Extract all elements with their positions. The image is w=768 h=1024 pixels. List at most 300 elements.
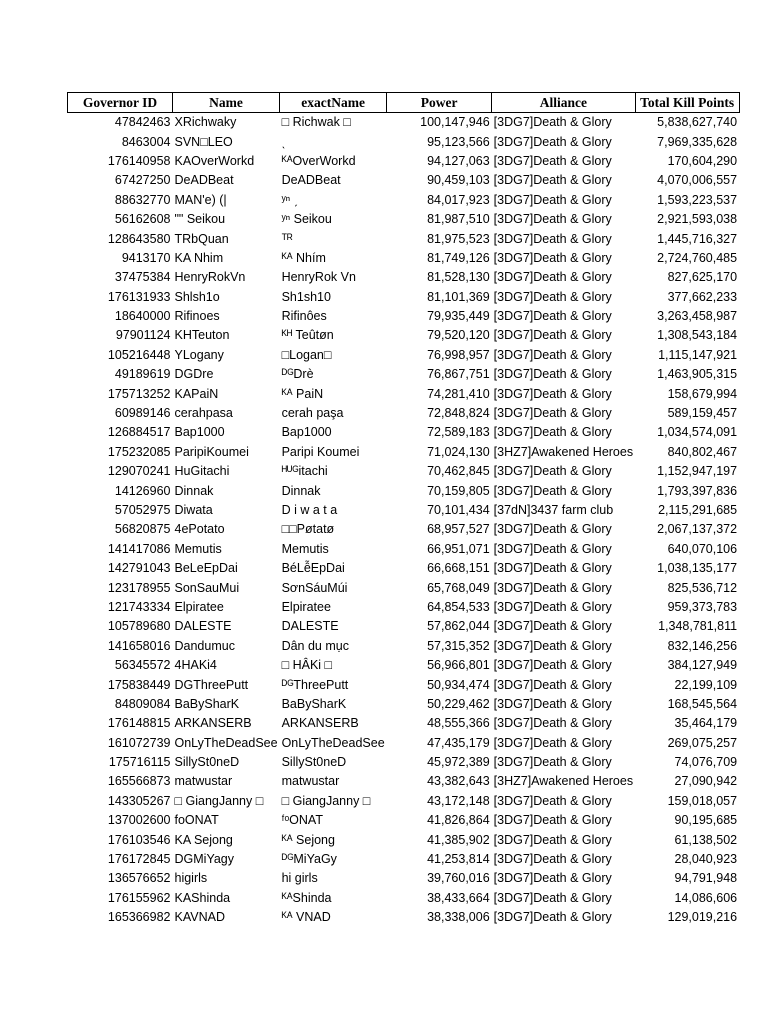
total-kill-points-cell[interactable]: 1,152,947,197 — [657, 464, 738, 479]
table-row — [68, 792, 740, 811]
governor-id-cell[interactable]: 175838449 — [107, 677, 171, 692]
power-cell[interactable]: 56,966,801 — [427, 658, 490, 673]
governor-id-cell[interactable]: 14126960 — [114, 483, 171, 498]
governor-id-cell[interactable]: 136576652 — [107, 871, 171, 886]
alliance-cell[interactable]: [3DG7]Death & Glory — [493, 580, 612, 595]
total-kill-points-cell[interactable]: 827,625,170 — [667, 270, 738, 285]
name-cell[interactable]: Bap1000 — [174, 425, 225, 440]
total-kill-points-cell[interactable]: 1,793,397,836 — [657, 483, 738, 498]
power-cell[interactable]: 66,951,071 — [427, 541, 490, 556]
alliance-cell[interactable]: [3DG7]Death & Glory — [493, 619, 612, 634]
governor-id-cell[interactable]: 129070241 — [107, 464, 171, 479]
alliance-cell[interactable]: [3DG7]Death & Glory — [493, 309, 612, 324]
name-cell[interactable]: HenryRokVn — [174, 270, 246, 285]
total-kill-points-cell[interactable]: 840,802,467 — [667, 444, 738, 459]
alliance-cell[interactable]: [3DG7]Death & Glory — [493, 173, 612, 188]
name-cell[interactable]: DGMiYagy — [174, 852, 235, 867]
total-kill-points-cell[interactable]: 1,593,223,537 — [657, 192, 738, 207]
name-cell[interactable]: KAVNAD — [174, 910, 225, 925]
exact-name-cell[interactable]: HenryRok Vn — [281, 270, 356, 285]
governor-id-cell[interactable]: 49189619 — [114, 367, 171, 382]
exact-name-cell[interactable]: D i w a t a — [281, 503, 338, 517]
governor-id-cell[interactable]: 57052975 — [114, 503, 171, 517]
table-row — [68, 540, 740, 559]
alliance-cell[interactable]: [3DG7]Death & Glory — [493, 134, 612, 149]
name-cell[interactable]: BaBySharK — [174, 696, 240, 711]
name-cell[interactable]: SVN□LEO — [174, 134, 233, 149]
governor-id-cell[interactable]: 37475384 — [114, 270, 171, 285]
governor-sheet — [67, 92, 740, 927]
alliance-cell[interactable]: [3DG7]Death & Glory — [493, 852, 612, 867]
name-cell[interactable]: Shlsh1o — [174, 289, 220, 304]
name-cell[interactable]: KAShinda — [174, 890, 231, 905]
alliance-cell[interactable]: [3DG7]Death & Glory — [493, 289, 612, 304]
governor-id-cell[interactable]: 165566873 — [107, 774, 171, 789]
name-cell[interactable]: Rifinoes — [174, 309, 220, 324]
exact-name-cell[interactable]: Rifinôes — [281, 309, 327, 324]
table-row — [68, 501, 740, 520]
table-row — [68, 365, 740, 384]
name-cell[interactable]: 4ePotato — [174, 522, 225, 537]
power-cell[interactable]: 50,229,462 — [427, 696, 490, 711]
name-cell[interactable]: Elpiratee — [174, 599, 224, 614]
name-cell[interactable]: Dinnak — [174, 483, 214, 498]
alliance-cell[interactable]: [3DG7]Death & Glory — [493, 793, 612, 808]
total-kill-points-cell[interactable]: 74,076,709 — [674, 755, 738, 770]
governor-id-cell[interactable]: 176172845 — [107, 852, 171, 867]
power-cell[interactable]: 70,101,434 — [427, 503, 490, 517]
exact-name-cell[interactable]: Dinnak — [281, 483, 321, 498]
total-kill-points-cell[interactable]: 168,545,564 — [667, 696, 738, 711]
name-cell[interactable]: KA Sejong — [174, 832, 233, 847]
total-kill-points-cell[interactable]: 158,679,994 — [667, 386, 738, 401]
name-cell[interactable]: YLogany — [174, 347, 224, 362]
col-header-alliance[interactable]: Alliance — [492, 93, 635, 113]
total-kill-points-cell[interactable]: 129,019,216 — [667, 910, 738, 925]
power-cell[interactable]: 81,975,523 — [427, 231, 490, 246]
name-cell[interactable]: ParipiKoumei — [174, 444, 249, 459]
name-cell[interactable]: DeADBeat — [174, 173, 234, 188]
power-cell[interactable]: 47,435,179 — [427, 735, 490, 750]
alliance-cell[interactable]: [3DG7]Death & Glory — [493, 270, 612, 285]
table-row — [68, 695, 740, 714]
total-kill-points-cell[interactable]: 2,115,291,685 — [658, 503, 738, 517]
name-cell[interactable]: Memutis — [174, 541, 222, 556]
alliance-cell[interactable]: [3DG7]Death & Glory — [493, 677, 612, 692]
governor-id-cell[interactable]: 141658016 — [107, 638, 171, 653]
exact-name-cell[interactable]: OnLyTheDeadSee — [281, 735, 385, 750]
exact-name-cell[interactable]: ᴴᵁᴳitachi — [281, 464, 328, 479]
table-row — [68, 210, 740, 229]
total-kill-points-cell[interactable]: 959,373,783 — [667, 599, 738, 614]
exact-name-cell[interactable]: Memutis — [281, 541, 329, 556]
total-kill-points-cell[interactable]: 269,075,257 — [667, 735, 738, 750]
governor-id-cell[interactable]: 60989146 — [114, 406, 171, 421]
governor-id-cell[interactable]: 84809084 — [114, 696, 171, 711]
table-row — [68, 268, 740, 287]
governor-id-cell[interactable]: 142791043 — [107, 561, 171, 576]
name-cell[interactable]: KAOverWorkd — [174, 153, 255, 168]
power-cell[interactable]: 76,867,751 — [427, 367, 490, 382]
exact-name-cell[interactable]: ᴷᴬShinda — [281, 890, 332, 905]
power-cell[interactable]: 74,281,410 — [427, 386, 490, 401]
governor-id-cell[interactable]: 175232085 — [107, 444, 171, 459]
total-kill-points-cell[interactable]: 1,308,543,184 — [657, 328, 738, 343]
governor-id-cell[interactable]: 18640000 — [114, 309, 171, 324]
table-row — [68, 481, 740, 500]
power-cell[interactable]: 43,172,148 — [427, 793, 490, 808]
exact-name-cell[interactable]: SillySt0neD — [281, 755, 347, 770]
power-cell[interactable]: 66,668,151 — [427, 561, 490, 576]
total-kill-points-cell[interactable]: 377,662,233 — [667, 289, 738, 304]
table-row — [68, 288, 740, 307]
alliance-cell[interactable]: [3DG7]Death & Glory — [493, 212, 612, 227]
governor-id-cell[interactable]: 141417086 — [107, 541, 171, 556]
total-kill-points-cell[interactable]: 3,263,458,987 — [657, 309, 738, 324]
alliance-cell[interactable]: [3DG7]Death & Glory — [493, 406, 612, 421]
exact-name-cell[interactable]: □ GiangJanny □ — [281, 793, 371, 808]
alliance-cell[interactable]: [3DG7]Death & Glory — [493, 735, 612, 750]
total-kill-points-cell[interactable]: 384,127,949 — [667, 658, 738, 673]
governor-id-cell[interactable]: 9413170 — [121, 250, 171, 265]
power-cell[interactable]: 81,101,369 — [427, 289, 490, 304]
exact-name-cell[interactable]: ʸⁿ Seikou — [281, 212, 332, 227]
exact-name-cell[interactable]: ᴷᴬ PaiN — [281, 386, 324, 401]
table-row — [68, 578, 740, 597]
total-kill-points-cell[interactable]: 35,464,179 — [674, 716, 738, 731]
alliance-cell[interactable]: [3DG7]Death & Glory — [493, 890, 612, 905]
alliance-cell[interactable]: [3DG7]Death & Glory — [493, 541, 612, 556]
table-row — [68, 811, 740, 830]
total-kill-points-cell[interactable]: 27,090,942 — [674, 774, 738, 789]
name-cell[interactable]: KA Nhim — [174, 250, 224, 265]
governor-id-cell[interactable]: 161072739 — [107, 735, 171, 750]
table-row — [68, 675, 740, 694]
exact-name-cell[interactable]: Paripi Koumei — [281, 444, 360, 459]
power-cell[interactable]: 38,338,006 — [427, 910, 490, 925]
power-cell[interactable]: 45,972,389 — [427, 755, 490, 770]
exact-name-cell[interactable]: ʸⁿ ˏ — [281, 192, 298, 207]
alliance-cell[interactable]: [37dN]3437 farm club — [493, 503, 614, 517]
power-cell[interactable]: 95,123,566 — [427, 134, 490, 149]
table-row — [68, 423, 740, 442]
exact-name-cell[interactable]: ᴰᴳDrè — [281, 367, 314, 382]
alliance-cell[interactable]: [3HZ7]Awakened Heroes — [493, 444, 634, 459]
alliance-cell[interactable]: [3DG7]Death & Glory — [493, 250, 612, 265]
exact-name-cell[interactable]: □□Pøtatø — [281, 522, 335, 537]
exact-name-cell[interactable]: ᴰᴳThreePutt — [281, 677, 349, 692]
alliance-cell[interactable]: [3DG7]Death & Glory — [493, 561, 612, 576]
governor-id-cell[interactable]: 97901124 — [115, 328, 171, 343]
governor-id-cell[interactable]: 175713252 — [107, 386, 171, 401]
table-row — [68, 598, 740, 617]
total-kill-points-cell[interactable]: 2,921,593,038 — [657, 212, 738, 227]
name-cell[interactable]: Diwata — [174, 503, 213, 517]
governor-id-cell[interactable]: 56162608 — [114, 212, 171, 227]
table-row — [68, 113, 740, 133]
alliance-cell[interactable]: [3DG7]Death & Glory — [493, 483, 612, 498]
table-row — [68, 384, 740, 403]
alliance-cell[interactable]: [3DG7]Death & Glory — [493, 522, 612, 537]
governor-id-cell[interactable]: 123178955 — [107, 580, 171, 595]
exact-name-cell[interactable]: hi girls — [281, 871, 318, 886]
governor-id-cell[interactable]: 105216448 — [107, 347, 171, 362]
total-kill-points-cell[interactable]: 90,195,685 — [674, 813, 738, 828]
total-kill-points-cell[interactable]: 1,115,147,921 — [658, 347, 738, 362]
power-cell[interactable]: 70,159,805 — [427, 483, 490, 498]
header-row — [68, 93, 740, 113]
alliance-cell[interactable]: [3DG7]Death & Glory — [493, 910, 612, 925]
table-row — [68, 889, 740, 908]
power-cell[interactable]: 81,749,126 — [427, 250, 490, 265]
power-cell[interactable]: 76,998,957 — [427, 347, 490, 362]
power-cell[interactable]: 38,433,664 — [427, 890, 490, 905]
table-row — [68, 714, 740, 733]
name-cell[interactable]: ARKANSERB — [174, 716, 252, 731]
table-row — [68, 132, 740, 151]
table-row — [68, 520, 740, 539]
table-row — [68, 850, 740, 869]
total-kill-points-cell[interactable]: 1,445,716,327 — [657, 231, 738, 246]
name-cell[interactable]: cerahpasa — [174, 406, 233, 421]
name-cell[interactable]: Dandumuc — [174, 638, 235, 653]
power-cell[interactable]: 41,826,864 — [427, 813, 490, 828]
name-cell[interactable]: matwustar — [174, 774, 233, 789]
power-cell[interactable]: 48,555,366 — [427, 716, 490, 731]
name-cell[interactable]: □ GiangJanny □ — [174, 793, 264, 808]
table-row — [68, 617, 740, 636]
total-kill-points-cell[interactable]: 4,070,006,557 — [657, 173, 738, 188]
power-cell[interactable]: 65,768,049 — [427, 580, 490, 595]
alliance-cell[interactable]: [3DG7]Death & Glory — [493, 464, 612, 479]
total-kill-points-cell[interactable]: 825,536,712 — [667, 580, 738, 595]
total-kill-points-cell[interactable]: 7,969,335,628 — [657, 134, 738, 149]
governor-id-cell[interactable]: 176140958 — [107, 153, 171, 168]
exact-name-cell[interactable]: ᶠᵒONAT — [281, 813, 323, 828]
exact-name-cell[interactable]: ᴰᴳMiYaGy — [281, 852, 337, 867]
exact-name-cell[interactable]: ARKANSERB — [281, 716, 359, 731]
power-cell[interactable]: 94,127,063 — [427, 153, 490, 168]
table-row — [68, 191, 740, 210]
col-header-exact-name[interactable]: exactName — [280, 93, 387, 113]
name-cell[interactable]: KAPaiN — [174, 386, 219, 401]
name-cell[interactable]: HuGitachi — [174, 464, 230, 479]
alliance-cell[interactable]: [3DG7]Death & Glory — [493, 755, 612, 770]
exact-name-cell[interactable]: BéLễEpDai — [281, 561, 345, 576]
name-cell[interactable]: higirls — [174, 871, 208, 886]
total-kill-points-cell[interactable]: 22,199,109 — [674, 677, 738, 692]
alliance-cell[interactable]: [3DG7]Death & Glory — [493, 347, 612, 362]
name-cell[interactable]: SillySt0neD — [174, 755, 240, 770]
exact-name-cell[interactable]: □Logan□ — [281, 347, 332, 362]
name-cell[interactable]: "" Seikou — [174, 212, 226, 227]
alliance-cell[interactable]: [3DG7]Death & Glory — [493, 231, 612, 246]
exact-name-cell[interactable]: □ HÂKi □ — [281, 658, 333, 673]
governor-id-cell[interactable]: 56345572 — [114, 658, 171, 673]
power-cell[interactable]: 57,862,044 — [427, 619, 490, 634]
power-cell[interactable]: 64,854,533 — [427, 599, 490, 614]
table-row — [68, 404, 740, 423]
name-cell[interactable]: 4HAKi4 — [174, 658, 217, 673]
alliance-cell[interactable]: [3DG7]Death & Glory — [493, 638, 612, 653]
table-row — [68, 830, 740, 849]
table-row — [68, 637, 740, 656]
table-row — [68, 462, 740, 481]
power-cell[interactable]: 39,760,016 — [427, 871, 490, 886]
alliance-cell[interactable]: [3DG7]Death & Glory — [493, 832, 612, 847]
total-kill-points-cell[interactable]: 589,159,457 — [667, 406, 738, 421]
governor-id-cell[interactable]: 137002600 — [107, 813, 171, 828]
name-cell[interactable]: BeLeEpDai — [174, 561, 238, 576]
total-kill-points-cell[interactable]: 2,067,137,372 — [657, 522, 738, 537]
power-cell[interactable]: 70,462,845 — [427, 464, 490, 479]
total-kill-points-cell[interactable]: 61,138,502 — [674, 832, 738, 847]
total-kill-points-cell[interactable]: 28,040,923 — [674, 852, 738, 867]
governor-id-cell[interactable]: 67427250 — [114, 173, 171, 188]
governor-id-cell[interactable]: 105789680 — [107, 619, 171, 634]
power-cell[interactable]: 50,934,474 — [427, 677, 490, 692]
total-kill-points-cell[interactable]: 832,146,256 — [667, 638, 738, 653]
table-row — [68, 326, 740, 345]
total-kill-points-cell[interactable]: 14,086,606 — [674, 890, 738, 905]
alliance-cell[interactable]: [3DG7]Death & Glory — [493, 386, 612, 401]
exact-name-cell[interactable]: Dân du mục — [281, 638, 349, 653]
exact-name-cell[interactable]: □ Richwak □ — [281, 115, 351, 130]
power-cell[interactable]: 81,528,130 — [427, 270, 490, 285]
governor-id-cell[interactable]: 8463004 — [121, 134, 171, 149]
power-cell[interactable]: 41,385,902 — [427, 832, 490, 847]
exact-name-cell[interactable]: Elpiratee — [281, 599, 331, 614]
total-kill-points-cell[interactable]: 1,348,781,811 — [658, 619, 738, 634]
total-kill-points-cell[interactable]: 640,070,106 — [667, 541, 738, 556]
alliance-cell[interactable]: [3DG7]Death & Glory — [493, 192, 612, 207]
alliance-cell[interactable]: [3DG7]Death & Glory — [493, 696, 612, 711]
name-cell[interactable]: MAN'e) (| — [174, 192, 227, 207]
table-row — [68, 152, 740, 171]
power-cell[interactable]: 90,459,103 — [427, 173, 490, 188]
exact-name-cell[interactable]: ᴷᴴ Teûtøn — [281, 328, 334, 343]
power-cell[interactable]: 84,017,923 — [427, 192, 490, 207]
governor-id-cell[interactable]: 176148815 — [107, 716, 171, 731]
alliance-cell[interactable]: [3DG7]Death & Glory — [493, 658, 612, 673]
exact-name-cell[interactable]: Bap1000 — [281, 425, 332, 440]
total-kill-points-cell[interactable]: 94,791,948 — [674, 871, 738, 886]
table-row — [68, 559, 740, 578]
name-cell[interactable]: TRbQuan — [174, 231, 229, 246]
col-header-governor-id[interactable]: Governor ID — [68, 93, 173, 113]
governor-id-cell[interactable]: 56820875 — [114, 522, 171, 537]
governor-id-cell[interactable]: 176155962 — [107, 890, 171, 905]
name-cell[interactable]: XRichwaky — [174, 115, 237, 130]
total-kill-points-cell[interactable]: 2,724,760,485 — [657, 250, 738, 265]
exact-name-cell[interactable]: ᴷᴬ Sejong — [281, 832, 335, 847]
table-row — [68, 734, 740, 753]
table-row — [68, 908, 740, 927]
table-row — [68, 171, 740, 190]
exact-name-cell[interactable]: BaBySharK — [281, 696, 347, 711]
governor-id-cell[interactable]: 88632770 — [114, 192, 171, 207]
name-cell[interactable]: KHTeuton — [174, 328, 230, 343]
name-cell[interactable]: DGThreePutt — [174, 677, 249, 692]
name-cell[interactable]: foONAT — [174, 813, 219, 828]
name-cell[interactable]: DALESTE — [174, 619, 232, 634]
exact-name-cell[interactable]: DALESTE — [281, 619, 339, 634]
table-row — [68, 443, 740, 462]
governor-id-cell[interactable]: 126884517 — [107, 425, 171, 440]
col-header-total-kill-points[interactable]: Total Kill Points — [635, 93, 739, 113]
exact-name-cell[interactable]: matwustar — [281, 774, 340, 789]
table-row — [68, 753, 740, 772]
alliance-cell[interactable]: [3DG7]Death & Glory — [493, 115, 612, 130]
total-kill-points-cell[interactable]: 1,034,574,091 — [657, 425, 738, 440]
alliance-cell[interactable]: [3DG7]Death & Glory — [493, 328, 612, 343]
table-body — [68, 113, 740, 928]
col-header-name[interactable]: Name — [173, 93, 280, 113]
power-cell[interactable]: 79,935,449 — [427, 309, 490, 324]
table-row — [68, 249, 740, 268]
power-cell[interactable]: 100,147,946 — [420, 115, 490, 130]
name-cell[interactable]: DGDre — [174, 367, 214, 382]
total-kill-points-cell[interactable]: 159,018,057 — [667, 793, 738, 808]
total-kill-points-cell[interactable]: 170,604,290 — [667, 153, 738, 168]
total-kill-points-cell[interactable]: 5,838,627,740 — [657, 115, 738, 130]
governor-id-cell[interactable]: 165366982 — [107, 910, 171, 925]
power-cell[interactable]: 57,315,352 — [427, 638, 490, 653]
name-cell[interactable]: OnLyTheDeadSee — [174, 735, 278, 750]
power-cell[interactable]: 72,848,824 — [427, 406, 490, 421]
power-cell[interactable]: 41,253,814 — [427, 852, 490, 867]
power-cell[interactable]: 81,987,510 — [427, 212, 490, 227]
name-cell[interactable]: SonSauMui — [174, 580, 240, 595]
alliance-cell[interactable]: [3DG7]Death & Glory — [493, 813, 612, 828]
total-kill-points-cell[interactable]: 1,463,905,315 — [657, 367, 738, 382]
exact-name-cell[interactable]: DeADBeat — [281, 173, 341, 188]
governor-table — [67, 92, 740, 927]
power-cell[interactable]: 43,382,643 — [427, 774, 490, 789]
alliance-cell[interactable]: [3DG7]Death & Glory — [493, 425, 612, 440]
exact-name-cell[interactable]: SơnSáuMúi — [281, 580, 348, 595]
power-cell[interactable]: 79,520,120 — [427, 328, 490, 343]
governor-id-cell[interactable]: 121743334 — [107, 599, 171, 614]
governor-id-cell[interactable]: 176131933 — [107, 289, 171, 304]
governor-id-cell[interactable]: 128643580 — [107, 231, 171, 246]
governor-id-cell[interactable]: 143305267 — [107, 793, 171, 808]
exact-name-cell[interactable]: ˎ — [281, 134, 286, 149]
alliance-cell[interactable]: [3DG7]Death & Glory — [493, 599, 612, 614]
exact-name-cell[interactable]: Sh1sh10 — [281, 289, 331, 304]
table-row — [68, 869, 740, 888]
governor-id-cell[interactable]: 175716115 — [108, 755, 171, 770]
alliance-cell[interactable]: [3DG7]Death & Glory — [493, 153, 612, 168]
exact-name-cell[interactable]: cerah paşa — [281, 406, 344, 421]
power-cell[interactable]: 72,589,183 — [427, 425, 490, 440]
table-row — [68, 772, 740, 791]
col-header-power[interactable]: Power — [387, 93, 492, 113]
power-cell[interactable]: 68,957,527 — [427, 522, 490, 537]
exact-name-cell[interactable]: ᴷᴬ VNAD — [281, 910, 331, 925]
alliance-cell[interactable]: [3DG7]Death & Glory — [493, 716, 612, 731]
alliance-cell[interactable]: [3HZ7]Awakened Heroes — [493, 774, 634, 789]
power-cell[interactable]: 71,024,130 — [427, 444, 490, 459]
governor-id-cell[interactable]: 176103546 — [107, 832, 171, 847]
alliance-cell[interactable]: [3DG7]Death & Glory — [493, 871, 612, 886]
exact-name-cell[interactable]: ᴷᴬOverWorkd — [281, 153, 356, 168]
exact-name-cell[interactable]: ᴷᴬ Nhím — [281, 250, 326, 265]
exact-name-cell[interactable]: ᵀᴿ — [281, 231, 293, 246]
total-kill-points-cell[interactable]: 1,038,135,177 — [657, 561, 738, 576]
alliance-cell[interactable]: [3DG7]Death & Glory — [493, 367, 612, 382]
governor-id-cell[interactable]: 47842463 — [114, 115, 171, 130]
